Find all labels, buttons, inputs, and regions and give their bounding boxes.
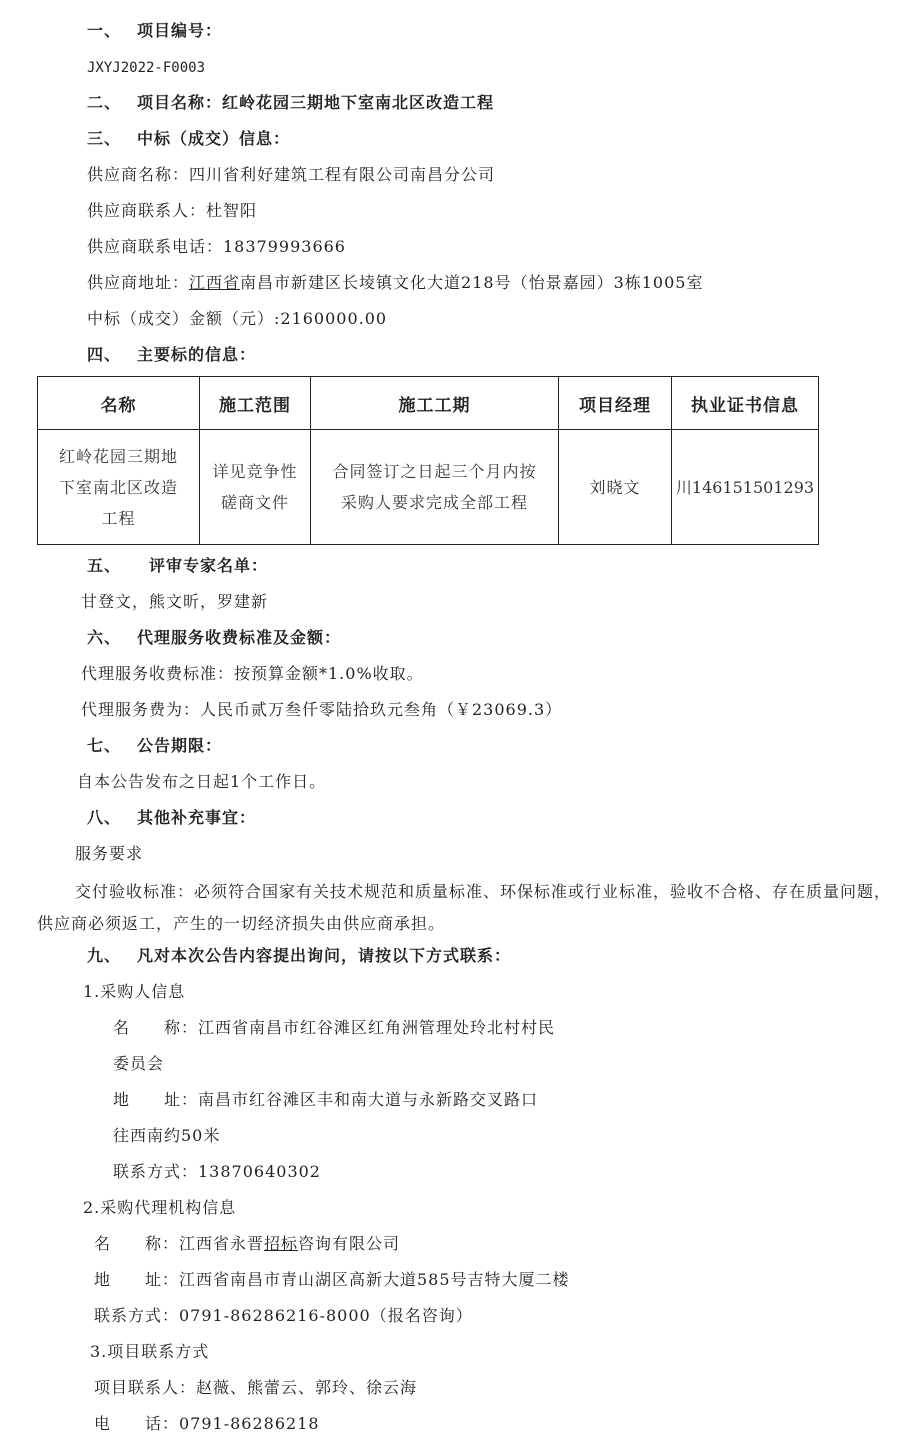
fee-amount: 代理服务费为：人民币贰万叁仟零陆拾玖元叁角（￥23069.3）	[81, 700, 563, 719]
header-period: 施工工期	[311, 377, 559, 430]
award-amount: 中标（成交）金额（元）:2160000.00	[87, 309, 388, 328]
section-number: 七、	[87, 736, 122, 755]
table-header-row	[38, 377, 819, 430]
agency-address: 地 址：江西省南昌市青山湖区高新大道585号吉特大厦二楼	[94, 1270, 570, 1289]
agency-name: 名 称：江西省永晋招标咨询有限公司	[94, 1234, 401, 1253]
expert-list: 甘登文，熊文昕，罗建新	[81, 592, 269, 611]
purchaser-contact: 联系方式：13870640302	[113, 1162, 321, 1181]
section-number: 六、	[87, 628, 122, 647]
header-scope: 施工范围	[200, 377, 311, 430]
section-title: 评审专家名单：	[149, 556, 269, 575]
cell-name: 红岭花园三期地 下室南北区改造 工程	[38, 430, 200, 545]
section-title: 凡对本次公告内容提出询问，请按以下方式联系：	[137, 946, 512, 965]
section-8-heading	[87, 807, 256, 829]
fee-standard: 代理服务收费标准：按预算金额*1.0%收取。	[81, 664, 424, 683]
supplier-contact: 供应商联系人：杜智阳	[87, 201, 258, 220]
cell-scope: 详见竞争性 磋商文件	[200, 430, 311, 545]
section-6-heading	[87, 627, 341, 649]
supplier-address	[87, 272, 703, 294]
purchaser-address-cont: 往西南约50米	[113, 1126, 221, 1145]
section-title: 主要标的信息：	[137, 345, 257, 364]
section-title: 项目名称：红岭花园三期地下室南北区改造工程	[137, 93, 495, 112]
main-subject-table	[37, 376, 819, 545]
service-requirement: 服务要求	[75, 844, 144, 863]
section-3-heading	[87, 128, 290, 150]
purchaser-address: 地 址：南昌市红谷滩区丰和南大道与永新路交叉路口	[113, 1090, 539, 1109]
supplier-phone: 供应商联系电话：18379993666	[87, 237, 346, 256]
purchaser-name-cont: 委员会	[113, 1054, 165, 1073]
address-detail: 南昌市新建区长堎镇文化大道218号（怡景嘉园）3栋1005室	[240, 273, 704, 292]
project-contact-persons: 项目联系人：赵薇、熊蕾云、郭玲、徐云海	[94, 1378, 418, 1397]
header-name: 名称	[38, 377, 200, 430]
section-number: 二、	[87, 93, 122, 112]
cell-certificate: 川146151501293	[672, 430, 819, 545]
purchaser-name: 名 称：江西省南昌市红谷滩区红角洲管理处玲北村村民	[113, 1018, 556, 1037]
section-number: 一、	[87, 21, 122, 40]
address-province-link[interactable]: 江西省	[189, 273, 241, 292]
section-4-heading	[87, 344, 256, 366]
header-manager: 项目经理	[559, 377, 672, 430]
header-certificate: 执业证书信息	[672, 377, 819, 430]
section-title: 项目编号：	[137, 21, 223, 40]
section-7-heading	[87, 735, 222, 757]
section-number: 四、	[87, 345, 122, 364]
table-row	[38, 430, 819, 545]
section-title: 公告期限：	[137, 736, 223, 755]
acceptance-standard: 交付验收标准：必须符合国家有关技术规范和质量标准、环保标准或行业标准，验收不合格、存在质量问题，供应商必须返工，产生的一切经济损失由供应商承担。	[37, 882, 892, 933]
supplier-name: 供应商名称：四川省利好建筑工程有限公司南昌分公司	[87, 165, 496, 184]
section-title: 代理服务收费标准及金额：	[137, 628, 342, 647]
cell-period: 合同签订之日起三个月内按 采购人要求完成全部工程	[311, 430, 559, 545]
purchaser-heading: 1.采购人信息	[83, 982, 186, 1001]
notice-period: 自本公告发布之日起1个工作日。	[77, 772, 327, 791]
section-number: 八、	[87, 808, 122, 827]
section-number: 九、	[87, 946, 122, 965]
cell-manager: 刘晓文	[559, 430, 672, 545]
section-1-heading	[87, 20, 222, 42]
section-title: 中标（成交）信息：	[137, 129, 291, 148]
section-9-heading	[87, 945, 511, 967]
section-title: 其他补充事宜：	[137, 808, 257, 827]
section-number: 三、	[87, 129, 122, 148]
agency-contact: 联系方式：0791-86286216-8000（报名咨询）	[94, 1306, 473, 1325]
section-2-heading	[87, 92, 494, 114]
section-number: 五、	[87, 556, 122, 575]
bidding-link[interactable]: 招标	[264, 1234, 299, 1253]
project-contact-heading: 3.项目联系方式	[90, 1342, 210, 1361]
project-code: JXYJ2022-F0003	[87, 60, 206, 76]
address-label: 供应商地址：	[87, 273, 190, 292]
section-5-heading	[87, 555, 268, 577]
project-contact-phone: 电 话：0791-86286218	[94, 1414, 320, 1433]
agency-heading: 2.采购代理机构信息	[83, 1198, 237, 1217]
